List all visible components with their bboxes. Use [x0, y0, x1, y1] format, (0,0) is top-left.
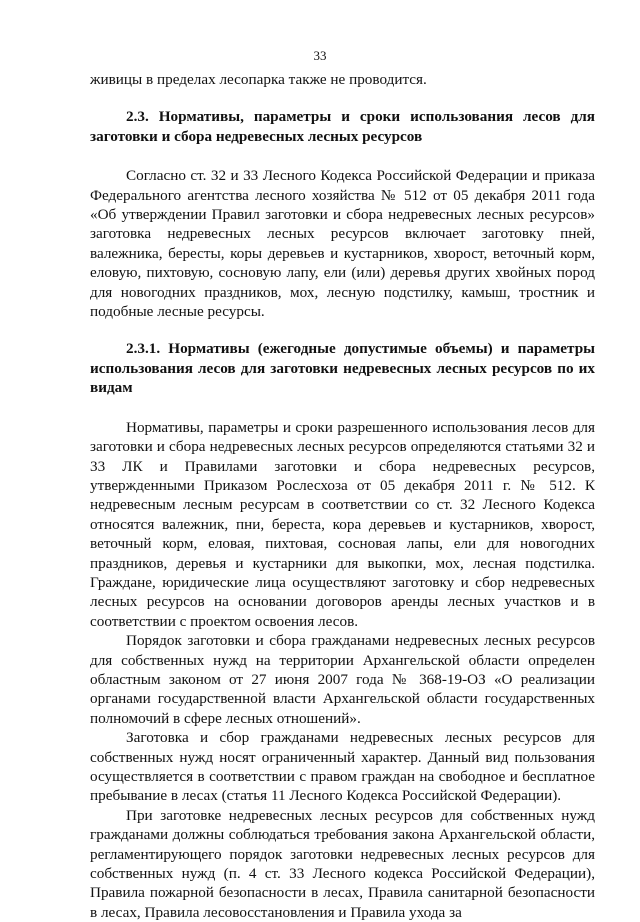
section-heading-2-3: 2.3. Нормативы, параметры и сроки использования лесов для заготовки и сбора недревесных лесных ресурсов: [90, 108, 595, 145]
paragraph-non-timber-resources-list: Согласно ст. 32 и 33 Лесного Кодекса Российской Федерации и приказа Федерального агентства лесного хозяйства № 512 от 05 декабря 2011 года «Об утверждении Правил заготовки и сбора недревесных лесных ресурсов» заготовка недревесных лесных ресурсов включает заготовку пней, валежника, бересты, коры деревьев и кустарников, хворост, веточный корм, еловую, пихтовую, сосновую лапу, ели (или) деревья других хвойных пород для новогодних праздников, мох, лесную подстилку, камыш, тростник и подобные лесные ресурсы.: [90, 167, 595, 321]
subsection-heading-2-3-1: 2.3.1. Нормативы (ежегодные допустимые объемы) и параметры использования лесов для заготовки недревесных лесных ресурсов по их видам: [90, 340, 595, 397]
page-content: [90, 70, 595, 922]
spacer: [90, 89, 595, 107]
paragraph-requirements: При заготовке недревесных лесных ресурсов для собственных нужд гражданами должны соблюдаться требования закона Архангельской области, регламентирующего порядок заготовки недревесных лесных ресурсов для собственных нужд (п. 4 ст. 33 Лесного кодекса Российской Федерации), Правила пожарной безопасности в лесах, Правила санитарной безопасности в лесах, Правила лесовосстановления и Правила ухода за: [90, 806, 595, 921]
paragraph-norms-and-parameters: Нормативы, параметры и сроки разрешенного использования лесов для заготовки и сбора недревесных лесных ресурсов определяются статьями 32 и 33 ЛК и Правилами заготовки и сбора недревесных ресурсов, утвержденными Приказом Рослесхоза от 05 декабря 2011 г. № 512. К недревесным лесным ресурсам в соответствии со ст. 32 Лесного Кодекса относятся валежник, пни, береста, кора деревьев и кустарников, хворост, веточный корм, еловая, пихтовая, сосновая лапы, ели для новогодних праздников, деревья и кустарники для выкопки, мох, лесная подстилка. Граждане, юридические лица осуществляют заготовку и сбор недревесных лесных ресурсов на основании договоров аренды лесных участков и в соответствии с проектом освоения лесов.: [90, 418, 595, 630]
page-number: 33: [313, 48, 327, 63]
spacer: [90, 398, 595, 418]
paragraph-continuation: живицы в пределах лесопарка также не проводится.: [90, 71, 427, 88]
paragraph-limited-nature: Заготовка и сбор гражданами недревесных лесных ресурсов для собственных нужд носят ограниченный характер. Данный вид пользования осуществляется в соответствии с правом граждан на свободное и бесплатное пребывание в лесах (статья 11 Лесного Кодекса Российской Федерации).: [90, 729, 595, 805]
spacer: [90, 321, 595, 339]
paragraph-citizens-procedure: Порядок заготовки и сбора гражданами недревесных лесных ресурсов для собственных нужд на территории Архангельской области определен областным законом от 27 июня 2007 года № 368-19-ОЗ «О реализации органами государственной власти Архангельской области государственных полномочий в сфере лесных отношений».: [90, 632, 595, 727]
spacer: [90, 146, 595, 166]
